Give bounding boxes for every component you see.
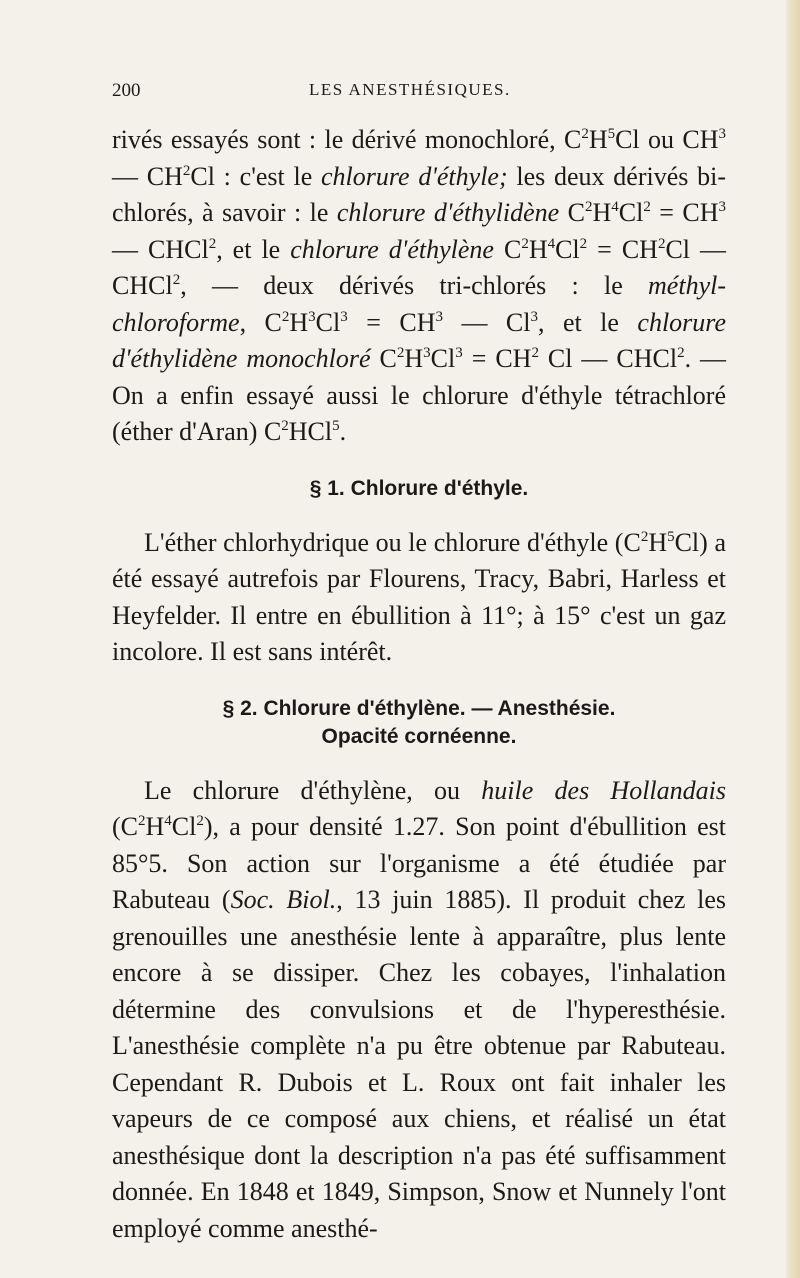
section-heading-2: [112, 695, 726, 751]
section-heading-1: § 1. Chlorure d'éthyle.: [309, 476, 529, 500]
page-number: 200: [112, 80, 141, 101]
paragraph-3: Le chlorure d'éthylène, ou huile des Hollandais $(C^2H^4Cl^2)$, a pour densité 1.27. Son point d'ébullition est 85°5. Son action sur l'organisme a été étudiée par Rabuteau (Soc. Biol., 13 juin 1885). Il produit chez les grenouilles une anesthésie lente à apparaître, plus lente encore à se dissiper. Chez les cobayes, l'inhalation détermine des convulsions et de l'hyperesthésie. L'anesthésie complète n'a pu être obtenue par Rabuteau. Cependant R. Dubois et L. Roux ont fait inhaler les vapeurs de ce composé aux chiens, et réalisé un état anesthésique dont la description n'a pas été suffisamment donnée. En 1848 et 1849, Simpson, Snow et Nunnely l'ont employé comme anesthé-: [112, 775, 727, 1243]
paragraph-2: L'éther chlorhydrique ou le chlorure d'éthyle $(C^2H^5Cl)$ a été essayé autrefois par Flourens, Tracy, Babri, Harless et Heyfelder. Il entre en ébullition à 11°; à 15° c'est un gaz incolore. Il est sans intérêt.: [112, 527, 726, 666]
page-edge: [786, 0, 800, 1278]
running-title: LES ANESTHÉSIQUES.: [309, 80, 511, 99]
page-header: [112, 80, 712, 108]
paragraph-1: rivés essayés sont : le dérivé monochloré, $C^2H^5Cl$ ou $CH^3$ — $CH^2Cl$ : c'est le chlorure d'éthyle; les deux dérivés bi-chlorés, à savoir : le chlorure d'éthylidène $C^2H^4Cl^2 = CH^3$ — CHCl$^2$, et le chlorure d'éthylène $C^2H^4Cl^2 = CH^2Cl$ — CHCl$^2$, — deux dérivés tri-chlorés : le méthyl-chloroforme, $C^2H^3Cl^3 = CH^3$ — Cl$^3$, et le chlorure d'éthylidène monochloré $C^2H^3Cl^3 = CH^2$ Cl — CHCl$^2$. — On a enfin essayé aussi le chlorure d'éthyle tétrachloré (éther d'Aran) $C^2HCl^5$.: [112, 125, 727, 446]
page-body: [112, 122, 726, 1247]
section-heading-2-line-1: § 2. Chlorure d'éthylène. — Anesthésie.: [222, 696, 616, 720]
section-heading-2-line-2: Opacité cornéenne.: [321, 724, 517, 748]
